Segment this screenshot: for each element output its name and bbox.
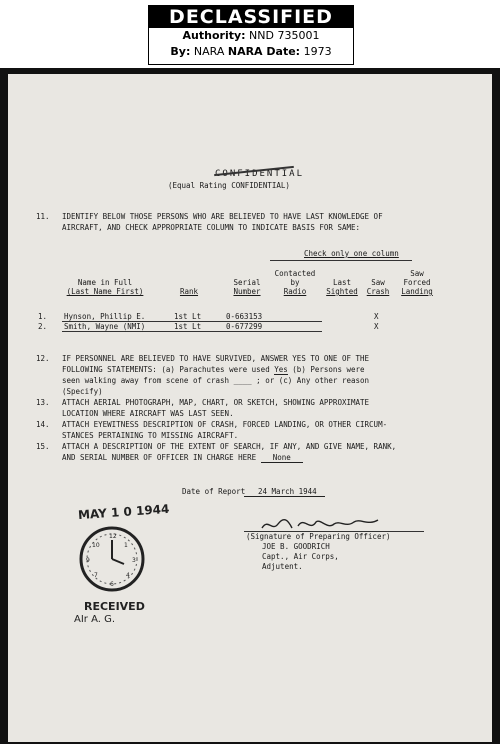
item-15-line2 xyxy=(62,453,303,462)
clock-stamp-icon xyxy=(78,522,146,596)
item-14-line2: STANCES PERTAINING TO MISSING AIRCRAFT. xyxy=(62,431,239,440)
item-15-line2-start: AND SERIAL NUMBER OF OFFICER IN CHARGE HERE xyxy=(62,453,257,462)
svg-text:6: 6 xyxy=(110,581,114,588)
svg-text:7: 7 xyxy=(94,572,98,579)
nara-date-label: NARA Date: xyxy=(227,45,301,58)
item-11-line1: IDENTIFY BELOW THOSE PERSONS WHO ARE BELIEVED TO HAVE LAST KNOWLEDGE OF xyxy=(62,212,383,221)
col-name-line1: Name in Full xyxy=(77,278,133,287)
col-radio-line2: by xyxy=(290,278,300,287)
svg-text:4: 4 xyxy=(126,572,130,579)
date-of-report-value: 24 March 1944 xyxy=(244,487,325,497)
nara-date-value: 1973 xyxy=(303,45,332,58)
svg-text:1: 1 xyxy=(124,542,128,549)
date-of-report-label: Date of Report xyxy=(182,487,246,496)
officer-rank: Capt., Air Corps, xyxy=(262,552,339,561)
person-serial: 0-677299 xyxy=(226,322,263,331)
person-serial: 0-663153 xyxy=(226,312,263,321)
svg-text:3: 3 xyxy=(132,557,136,564)
by-value: NARA xyxy=(193,45,225,58)
declassified-title: DECLASSIFIED xyxy=(149,6,353,28)
crash-mark: X xyxy=(374,322,379,331)
item-11-number: 11. xyxy=(36,212,50,221)
item-12-line2 xyxy=(62,365,365,374)
by-label: By: xyxy=(170,45,191,58)
col-serial-line2: Number xyxy=(233,287,261,296)
col-crash-line1: Saw xyxy=(371,278,385,287)
row-number: 1. xyxy=(38,312,48,321)
item-14-number: 14. xyxy=(36,420,50,429)
item-13-line1: ATTACH AERIAL PHOTOGRAPH, MAP, CHART, OR SKETCH, SHOWING APPROXIMATE xyxy=(62,398,370,407)
item-13-number: 13. xyxy=(36,398,50,407)
signature-caption: (Signature of Preparing Officer) xyxy=(246,532,391,541)
row-rule xyxy=(62,331,322,332)
svg-text:9: 9 xyxy=(86,557,90,564)
item-12-line4: (Specify) xyxy=(62,387,103,396)
parachutes-answer: Yes xyxy=(274,365,288,374)
col-radio-header xyxy=(270,269,320,296)
col-rank-header xyxy=(174,287,204,296)
item-15-line1: ATTACH A DESCRIPTION OF THE EXTENT OF SEARCH, IF ANY, AND GIVE NAME, RANK, xyxy=(62,442,397,451)
item-12-line2-start: FOLLOWING STATEMENTS: (a) Parachutes were used xyxy=(62,365,270,374)
item-15-number: 15. xyxy=(36,442,50,451)
col-name-line2: (Last Name First) xyxy=(66,287,144,296)
svg-text:10: 10 xyxy=(92,542,100,549)
col-sighted-header xyxy=(322,278,362,296)
col-landing-line2: Forced xyxy=(403,278,431,287)
classification-subheading: (Equal Rating CONFIDENTIAL) xyxy=(168,181,290,190)
item-12-number: 12. xyxy=(36,354,50,363)
item-14-line1: ATTACH EYEWITNESS DESCRIPTION OF CRASH, FORCED LANDING, OR OTHER CIRCUM- xyxy=(62,420,388,429)
item-13-line2: LOCATION WHERE AIRCRAFT WAS LAST SEEN. xyxy=(62,409,234,418)
received-stamp-label: RECEIVED xyxy=(84,600,145,613)
col-landing-header xyxy=(396,269,438,296)
person-rank: 1st Lt xyxy=(174,312,202,321)
col-name-header xyxy=(62,278,148,296)
authority-label: Authority: xyxy=(182,29,246,42)
col-crash-line2: Crash xyxy=(366,287,390,296)
item-12-line3: seen walking away from scene of crash ____ ; or (c) Any other reason xyxy=(62,376,370,385)
received-office-label: AIr A. G. xyxy=(74,614,116,625)
authority-value: NND 735001 xyxy=(249,29,320,42)
col-landing-line3: Landing xyxy=(401,287,433,296)
col-crash-header xyxy=(362,278,394,296)
svg-text:12: 12 xyxy=(109,533,117,540)
col-sighted-line2: Sighted xyxy=(326,287,358,296)
officer-name: JOE B. GOODRICH xyxy=(262,542,330,551)
person-name: Hynson, Phillip E. xyxy=(64,312,146,321)
item-12-line2-end: (b) Persons were xyxy=(292,365,365,374)
col-rank-label: Rank xyxy=(179,287,199,296)
row-number: 2. xyxy=(38,322,48,331)
col-serial-header xyxy=(226,278,268,296)
officer-title: Adjutent. xyxy=(262,562,303,571)
person-name: Smith, Wayne (NMI) xyxy=(64,322,146,331)
col-serial-line1: Serial xyxy=(233,278,261,287)
check-only-note: Check only one column xyxy=(304,249,399,258)
crash-mark: X xyxy=(374,312,379,321)
check-rule xyxy=(270,260,412,261)
col-sighted-line1: Last xyxy=(332,278,352,287)
item-11-line2: AIRCRAFT, AND CHECK APPROPRIATE COLUMN TO INDICATE BASIS FOR SAME: xyxy=(62,223,361,232)
col-radio-line1: Contacted xyxy=(274,269,316,278)
received-date-stamp: MAY 1 0 1944 xyxy=(77,501,170,523)
col-landing-line1: Saw xyxy=(410,269,424,278)
person-rank: 1st Lt xyxy=(174,322,202,331)
item-12-line1: IF PERSONNEL ARE BELIEVED TO HAVE SURVIVED, ANSWER YES TO ONE OF THE xyxy=(62,354,370,363)
officer-answer: None xyxy=(261,453,303,463)
col-radio-line3: Radio xyxy=(283,287,307,296)
classification-heading: CONFIDENTIAL xyxy=(215,169,305,179)
